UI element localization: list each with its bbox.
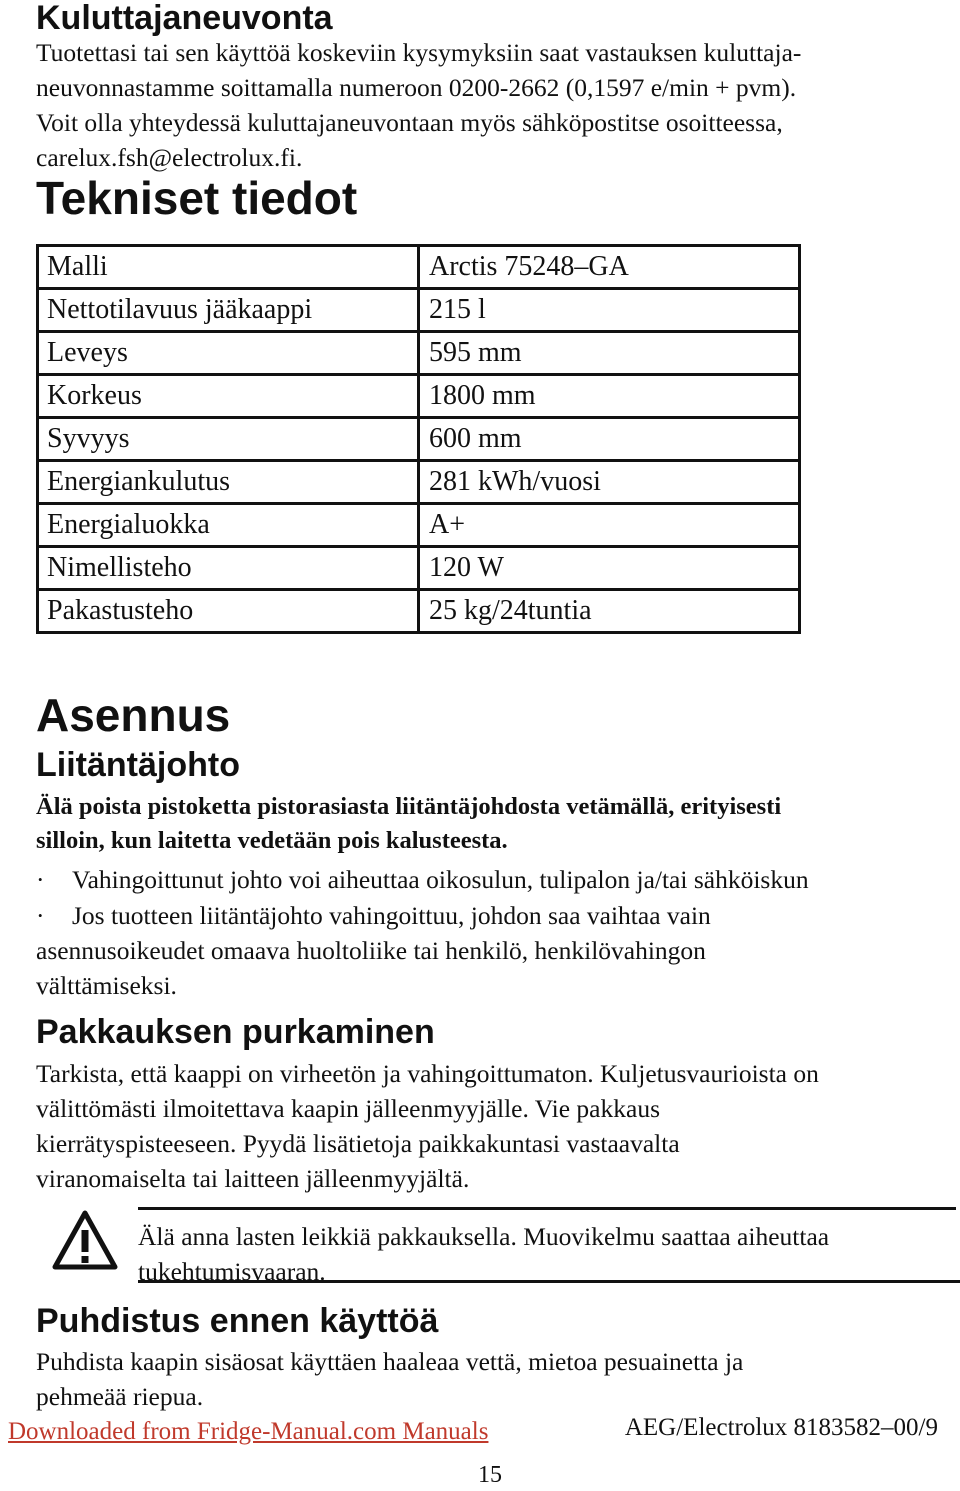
specs-table: [36, 244, 801, 634]
unpack-line: Tarkista, että kaappi on virheetön ja vahingoittumaton. Kuljetusvaurioista on: [36, 1059, 819, 1088]
bullet-text: Jos tuotteen liitäntäjohto vahingoittuu, johdon saa vaihtaa vain: [72, 901, 711, 930]
table-row: [38, 375, 800, 418]
warning-triangle-icon: [52, 1210, 118, 1270]
consumer-heading: Kuluttajaneuvonta: [36, 0, 333, 37]
cleaning-line: Puhdista kaapin sisäosat käyttäen haaleaa vettä, mietoa pesuainetta ja: [36, 1347, 744, 1376]
table-row: [38, 332, 800, 375]
unpack-line: viranomaiselta tai laitteen jälleenmyyjältä.: [36, 1164, 470, 1193]
spec-value: A+: [419, 504, 800, 547]
consumer-line: neuvonnastamme soittamalla numeroon 0200-2662 (0,1597 e/min + pvm).: [36, 73, 797, 102]
table-row: [38, 504, 800, 547]
spec-value: 25 kg/24tuntia: [419, 590, 800, 633]
install-subheading: Liitäntäjohto: [36, 746, 240, 784]
spec-label: Korkeus: [38, 375, 419, 418]
table-row: [38, 246, 800, 289]
install-heading: Asennus: [36, 689, 231, 741]
spec-label: Pakastusteho: [38, 590, 419, 633]
unpack-warning: [138, 1219, 948, 1289]
cleaning-paragraph: [36, 1344, 936, 1414]
specs-heading: Tekniset tiedot: [36, 172, 358, 224]
page-number: 15: [478, 1462, 502, 1488]
bullet-continuation: [36, 933, 936, 1003]
install-warning-line: silloin, kun laitetta vedetään pois kalusteesta.: [36, 827, 508, 854]
table-row: [38, 289, 800, 332]
table-row: [38, 418, 800, 461]
cleaning-heading: Puhdistus ennen käyttöä: [36, 1302, 439, 1340]
consumer-line: Tuotettasi tai sen käyttöä koskeviin kysymyksiin saat vastauksen kuluttaja-: [36, 38, 802, 67]
warning-rule-top: [138, 1207, 956, 1210]
consumer-paragraph: [36, 35, 936, 175]
document-code: AEG/Electrolux 8183582–00/9: [624, 1414, 938, 1441]
bullet-text: Vahingoittunut johto voi aiheuttaa oikosulun, tulipalon ja/tai sähköiskun: [72, 865, 809, 894]
unpack-line: välittömästi ilmoitettava kaapin jälleenmyyjälle. Vie pakkaus: [36, 1094, 660, 1123]
spec-value: 1800 mm: [419, 375, 800, 418]
consumer-line: Voit olla yhteydessä kuluttajaneuvontaan myös sähköpostitse osoitteessa,: [36, 108, 783, 137]
unpack-line: kierrätyspisteeseen. Pyydä lisätietoja paikkakuntasi vastaavalta: [36, 1129, 680, 1158]
spec-value: Arctis 75248–GA: [419, 246, 800, 289]
spec-value: 215 l: [419, 289, 800, 332]
unpack-heading: Pakkauksen purkaminen: [36, 1013, 435, 1051]
spec-label: Syvyys: [38, 418, 419, 461]
warning-rule-bottom: [138, 1280, 960, 1283]
cleaning-line: pehmeää riepua.: [36, 1382, 204, 1411]
bullet-text: välttämiseksi.: [36, 971, 177, 1000]
spec-value: 120 W: [419, 547, 800, 590]
list-item: [36, 862, 809, 897]
unpack-warning-line: tukehtumisvaaran.: [138, 1257, 326, 1286]
bullet-marker: ·: [36, 865, 45, 894]
table-row: [38, 590, 800, 633]
install-warning-line: Älä poista pistoketta pistorasiasta liitäntäjohdosta vetämällä, erityisesti: [36, 793, 782, 820]
spec-label: Nettotilavuus jääkaappi: [38, 289, 419, 332]
spec-value: 600 mm: [419, 418, 800, 461]
spec-label: Nimellisteho: [38, 547, 419, 590]
table-row: [38, 547, 800, 590]
unpack-warning-line: Älä anna lasten leikkiä pakkauksella. Muovikelmu saattaa aiheuttaa: [138, 1222, 830, 1251]
spec-label: Malli: [38, 246, 419, 289]
spec-value: 281 kWh/vuosi: [419, 461, 800, 504]
list-item: [36, 898, 711, 933]
spec-label: Leveys: [38, 332, 419, 375]
table-row: [38, 461, 800, 504]
unpack-paragraph: [36, 1056, 936, 1196]
spec-value: 595 mm: [419, 332, 800, 375]
install-warning: [36, 790, 941, 858]
spec-label: Energiankulutus: [38, 461, 419, 504]
download-source-link[interactable]: Downloaded from Fridge-Manual.com Manuals: [8, 1418, 489, 1445]
bullet-marker: ·: [36, 901, 45, 930]
spec-label: Energialuokka: [38, 504, 419, 547]
consumer-email-line: carelux.fsh@electrolux.fi.: [36, 143, 303, 172]
bullet-text: asennusoikeudet omaava huoltoliike tai henkilö, henkilövahingon: [36, 936, 706, 965]
